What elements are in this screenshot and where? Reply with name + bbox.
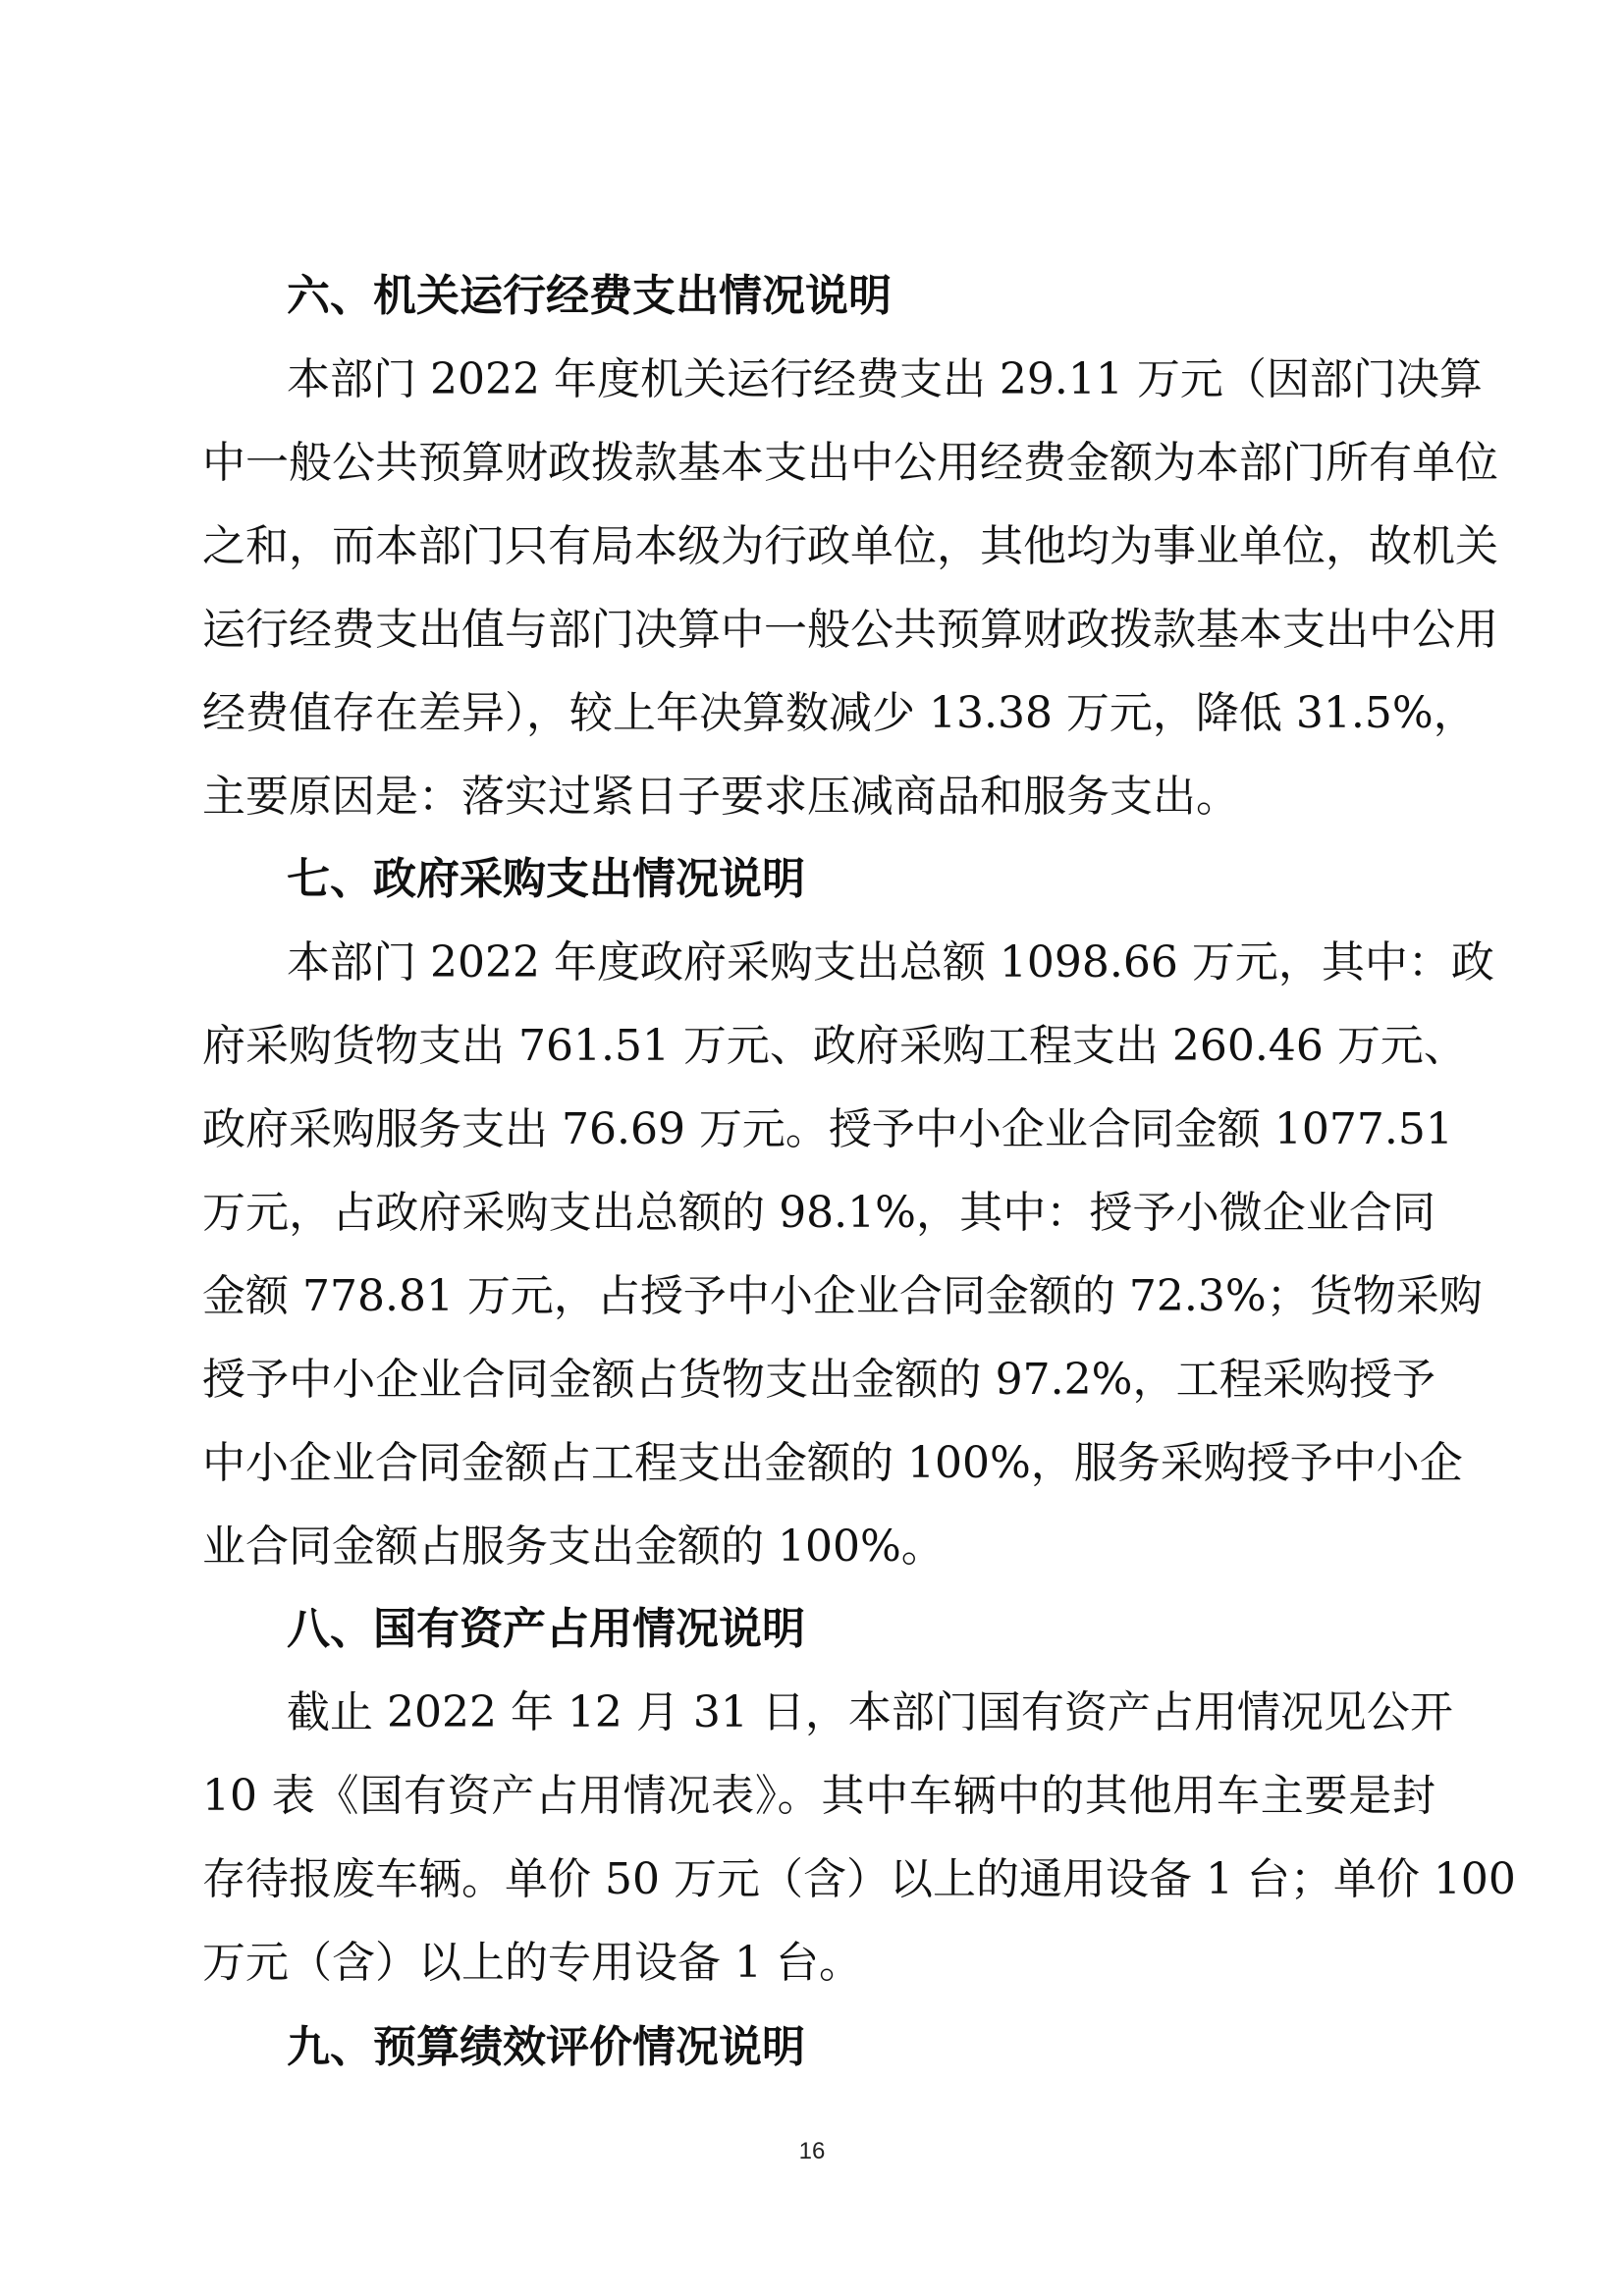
paragraph-line: 中一般公共预算财政拨款基本支出中公用经费金额为本部门所有单位 <box>202 438 1498 488</box>
section-heading: 九、预算绩效评价情况说明 <box>287 2022 805 2072</box>
section-heading: 七、政府采购支出情况说明 <box>287 854 805 904</box>
paragraph-line: 经费值存在差异），较上年决算数减少 13.38 万元，降低 31.5%， <box>202 688 1477 738</box>
section-heading: 八、国有资产占用情况说明 <box>287 1604 805 1654</box>
page-number: 16 <box>798 2138 826 2164</box>
paragraph-line: 10 表《国有资产占用情况表》。其中车辆中的其他用车主要是封 <box>202 1771 1435 1821</box>
paragraph-line: 截止 2022 年 12 月 31 日，本部门国有资产占用情况见公开 <box>287 1687 1453 1737</box>
paragraph-line: 金额 778.81 万元，占授予中小企业合同金额的 72.3%；货物采购 <box>202 1271 1483 1321</box>
paragraph-line: 本部门 2022 年度政府采购支出总额 1098.66 万元，其中：政 <box>287 937 1494 988</box>
paragraph-line: 政府采购服务支出 76.69 万元。授予中小企业合同金额 1077.51 <box>202 1104 1453 1154</box>
paragraph-line: 中小企业合同金额占工程支出金额的 100%，服务采购授予中小企 <box>202 1438 1463 1488</box>
paragraph-line: 授予中小企业合同金额占货物支出金额的 97.2%，工程采购授予 <box>202 1355 1435 1405</box>
paragraph-line: 运行经费支出值与部门决算中一般公共预算财政拨款基本支出中公用 <box>202 605 1498 655</box>
paragraph-line: 万元（含）以上的专用设备 1 台。 <box>202 1938 862 1988</box>
section-heading: 六、机关运行经费支出情况说明 <box>287 271 892 321</box>
paragraph-line: 业合同金额占服务支出金额的 100%。 <box>202 1522 945 1572</box>
paragraph-line: 主要原因是：落实过紧日子要求压减商品和服务支出。 <box>202 772 1239 822</box>
paragraph-line: 万元，占政府采购支出总额的 98.1%，其中：授予小微企业合同 <box>202 1188 1435 1238</box>
paragraph-line: 本部门 2022 年度机关运行经费支出 29.11 万元（因部门决算 <box>287 354 1483 404</box>
paragraph-line: 之和，而本部门只有局本级为行政单位，其他均为事业单位，故机关 <box>202 521 1498 571</box>
paragraph-line: 府采购货物支出 761.51 万元、政府采购工程支出 260.46 万元、 <box>202 1021 1467 1071</box>
paragraph-line: 存待报废车辆。单价 50 万元（含）以上的通用设备 1 台；单价 100 <box>202 1854 1516 1904</box>
